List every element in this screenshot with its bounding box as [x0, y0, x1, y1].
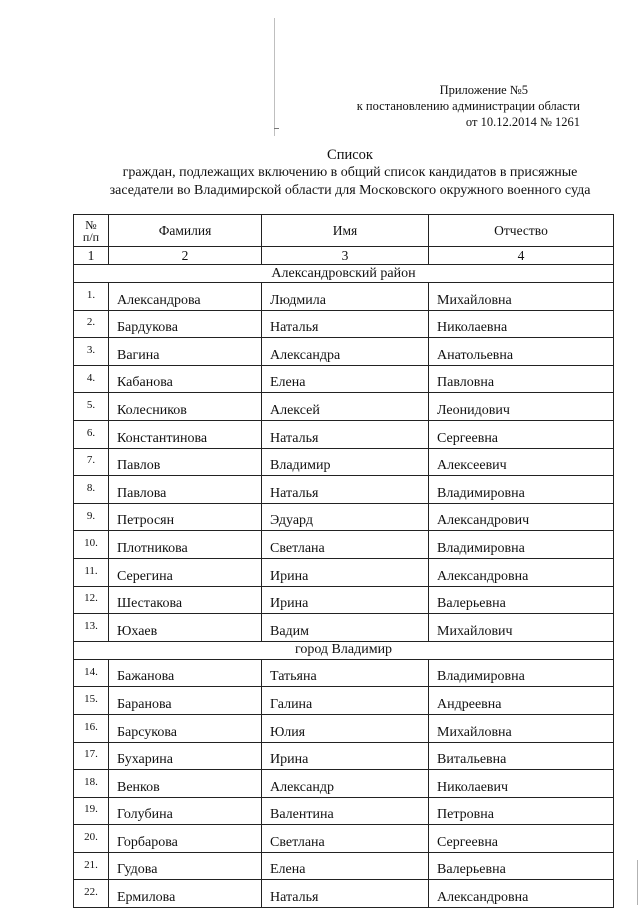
table-row	[74, 365, 614, 393]
patronymic-cell: Владимировна	[429, 659, 614, 687]
table-row	[74, 558, 614, 586]
table-row	[74, 825, 614, 853]
table-row	[74, 476, 614, 504]
row-number: 13.	[74, 614, 109, 642]
row-number: 6.	[74, 420, 109, 448]
header-number	[74, 215, 109, 247]
document-title	[80, 146, 620, 200]
row-number: 19.	[74, 797, 109, 825]
header-surname: Фамилия	[109, 215, 262, 247]
row-number: 15.	[74, 687, 109, 715]
row-number: 22.	[74, 880, 109, 908]
row-number: 21.	[74, 852, 109, 880]
scan-artifact-line	[274, 18, 275, 136]
surname-cell: Шестакова	[109, 586, 262, 614]
row-number: 8.	[74, 476, 109, 504]
name-cell: Светлана	[262, 825, 429, 853]
row-number: 11.	[74, 558, 109, 586]
name-cell: Наталья	[262, 476, 429, 504]
surname-cell: Горбарова	[109, 825, 262, 853]
patronymic-cell: Николаевич	[429, 770, 614, 798]
name-cell: Александр	[262, 770, 429, 798]
appendix-date: от 10.12.2014 № 1261	[465, 115, 580, 129]
name-cell: Вадим	[262, 614, 429, 642]
surname-cell: Гудова	[109, 852, 262, 880]
surname-cell: Серегина	[109, 558, 262, 586]
patronymic-cell: Александровна	[429, 558, 614, 586]
column-index: 1	[74, 247, 109, 265]
table-row	[74, 393, 614, 421]
name-cell: Татьяна	[262, 659, 429, 687]
surname-cell: Бухарина	[109, 742, 262, 770]
row-number: 16.	[74, 714, 109, 742]
row-number: 1.	[74, 283, 109, 311]
name-cell: Владимир	[262, 448, 429, 476]
table-row	[74, 448, 614, 476]
table-row	[74, 659, 614, 687]
surname-cell: Кабанова	[109, 365, 262, 393]
table-row	[74, 531, 614, 559]
patronymic-cell: Андреевна	[429, 687, 614, 715]
name-cell: Елена	[262, 365, 429, 393]
name-cell: Галина	[262, 687, 429, 715]
table-row	[74, 880, 614, 908]
row-number: 20.	[74, 825, 109, 853]
surname-cell: Петросян	[109, 503, 262, 531]
row-number: 4.	[74, 365, 109, 393]
patronymic-cell: Валерьевна	[429, 852, 614, 880]
row-number: 7.	[74, 448, 109, 476]
scan-edge-line	[637, 860, 638, 905]
patronymic-cell: Леонидович	[429, 393, 614, 421]
name-cell: Валентина	[262, 797, 429, 825]
column-index: 4	[429, 247, 614, 265]
name-cell: Эдуард	[262, 503, 429, 531]
patronymic-cell: Владимировна	[429, 476, 614, 504]
table-row	[74, 283, 614, 311]
surname-cell: Голубина	[109, 797, 262, 825]
patronymic-cell: Николаевна	[429, 310, 614, 338]
row-number: 14.	[74, 659, 109, 687]
surname-cell: Павлова	[109, 476, 262, 504]
name-cell: Ирина	[262, 742, 429, 770]
patronymic-cell: Сергеевна	[429, 420, 614, 448]
name-cell: Наталья	[262, 420, 429, 448]
patronymic-cell: Владимировна	[429, 531, 614, 559]
appendix-decree: к постановлению администрации области	[356, 99, 580, 113]
name-cell: Наталья	[262, 880, 429, 908]
name-cell: Наталья	[262, 310, 429, 338]
patronymic-cell: Александровна	[429, 880, 614, 908]
table-row	[74, 310, 614, 338]
title-line-2: граждан, подлежащих включению в общий список кандидатов в присяжные	[122, 165, 578, 180]
surname-cell: Александрова	[109, 283, 262, 311]
header-name: Имя	[262, 215, 429, 247]
patronymic-cell: Алексеевич	[429, 448, 614, 476]
patronymic-cell: Сергеевна	[429, 825, 614, 853]
patronymic-cell: Анатольевна	[429, 338, 614, 366]
surname-cell: Бардукова	[109, 310, 262, 338]
patronymic-cell: Михайлович	[429, 614, 614, 642]
candidates-table	[73, 214, 614, 908]
patronymic-cell: Александрович	[429, 503, 614, 531]
row-number: 12.	[74, 586, 109, 614]
surname-cell: Юхаев	[109, 614, 262, 642]
column-index-row	[74, 247, 614, 265]
section-row	[74, 641, 614, 659]
surname-cell: Павлов	[109, 448, 262, 476]
table-row	[74, 338, 614, 366]
patronymic-cell: Павловна	[429, 365, 614, 393]
name-cell: Алексей	[262, 393, 429, 421]
name-cell: Ирина	[262, 586, 429, 614]
section-title: город Владимир	[74, 641, 614, 659]
table-row	[74, 742, 614, 770]
scan-artifact-tick	[274, 128, 279, 129]
table-row	[74, 586, 614, 614]
patronymic-cell: Михайловна	[429, 283, 614, 311]
appendix-number: Приложение №5	[439, 83, 528, 97]
surname-cell: Барсукова	[109, 714, 262, 742]
name-cell: Людмила	[262, 283, 429, 311]
patronymic-cell: Витальевна	[429, 742, 614, 770]
patronymic-cell: Валерьевна	[429, 586, 614, 614]
name-cell: Ирина	[262, 558, 429, 586]
column-index: 3	[262, 247, 429, 265]
surname-cell: Плотникова	[109, 531, 262, 559]
title-heading: Список	[327, 147, 373, 163]
surname-cell: Баранова	[109, 687, 262, 715]
table-row	[74, 770, 614, 798]
surname-cell: Вагина	[109, 338, 262, 366]
title-line-3: заседатели во Владимирской области для Московского окружного военного суда	[109, 183, 591, 198]
row-number: 5.	[74, 393, 109, 421]
row-number: 9.	[74, 503, 109, 531]
section-title: Александровский район	[74, 265, 614, 283]
table-row	[74, 714, 614, 742]
surname-cell: Колесников	[109, 393, 262, 421]
section-row	[74, 265, 614, 283]
name-cell: Светлана	[262, 531, 429, 559]
header-patronymic: Отчество	[429, 215, 614, 247]
patronymic-cell: Михайловна	[429, 714, 614, 742]
row-number: 10.	[74, 531, 109, 559]
surname-cell: Венков	[109, 770, 262, 798]
row-number: 3.	[74, 338, 109, 366]
table-row	[74, 852, 614, 880]
surname-cell: Ермилова	[109, 880, 262, 908]
appendix-header	[330, 82, 580, 130]
surname-cell: Константинова	[109, 420, 262, 448]
row-number: 17.	[74, 742, 109, 770]
header-number-line1: №	[85, 217, 97, 232]
name-cell: Елена	[262, 852, 429, 880]
table-row	[74, 614, 614, 642]
name-cell: Юлия	[262, 714, 429, 742]
column-index: 2	[109, 247, 262, 265]
table-body	[74, 265, 614, 908]
row-number: 18.	[74, 770, 109, 798]
table-row	[74, 420, 614, 448]
table-row	[74, 797, 614, 825]
row-number: 2.	[74, 310, 109, 338]
surname-cell: Бажанова	[109, 659, 262, 687]
patronymic-cell: Петровна	[429, 797, 614, 825]
table-header-row	[74, 215, 614, 247]
name-cell: Александра	[262, 338, 429, 366]
table-row	[74, 687, 614, 715]
table-row	[74, 503, 614, 531]
header-number-line2: п/п	[82, 229, 100, 244]
